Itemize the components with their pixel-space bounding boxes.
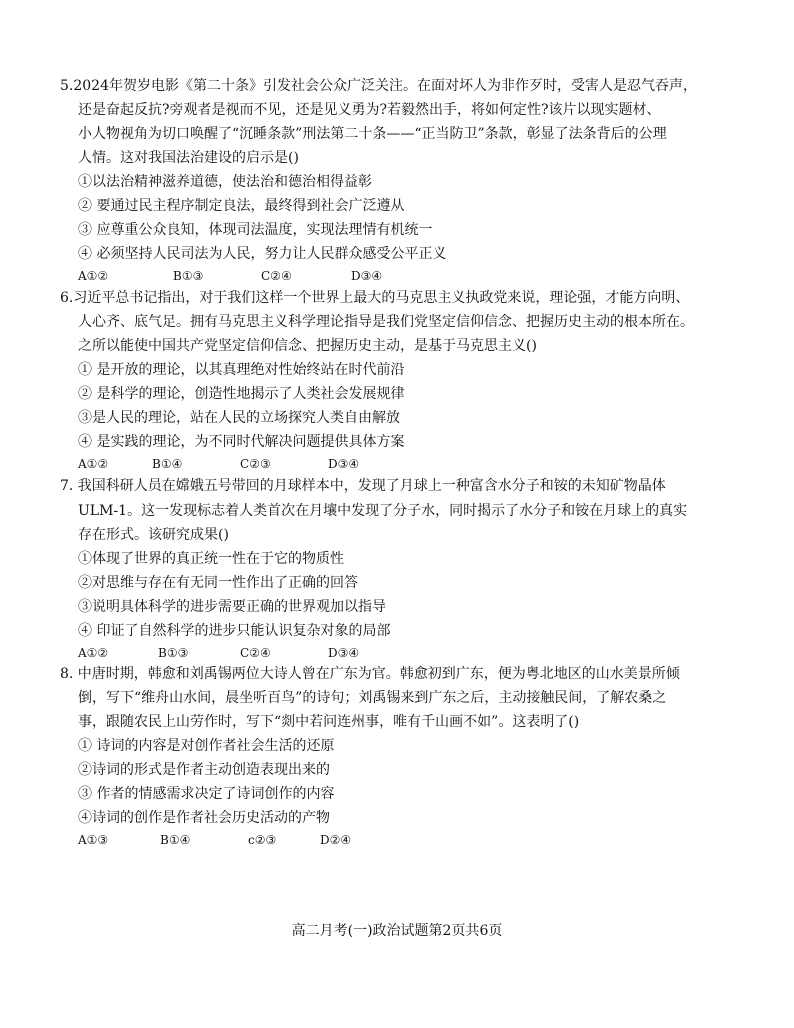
option-item: ④ 必须坚持人民司法为人民，努力让人民群众感受公平正义 <box>78 246 447 262</box>
question-stem-line: 小人物视角为切口唤醒了“沉睡条款”刑法第二十条——“正当防卫”条款，彰显了法条背后的公理 <box>78 126 667 142</box>
answer-choice-c: C②③ <box>240 457 271 471</box>
option-item: ②对思维与存在有无同一性作出了正确的回答 <box>78 575 358 591</box>
question-stem-line: 存在形式。该研究成果() <box>78 527 229 543</box>
option-item: ② 是科学的理论，创造性地揭示了人类社会发展规律 <box>78 386 405 402</box>
answer-choices <box>78 266 382 286</box>
answer-choice-d: D③④ <box>328 646 360 660</box>
answer-choice-a: A①③ <box>78 833 109 847</box>
answer-choices <box>78 454 359 474</box>
question-stem-line: ULM-1。这一发现标志着人类首次在月壤中发现了分子水，同时揭示了水分子和铵在月球上的真实 <box>78 503 688 519</box>
answer-choice-d: D③④ <box>351 269 383 283</box>
answer-choice-b: B①③ <box>158 646 189 660</box>
answer-choices <box>78 830 351 850</box>
option-item: ③是人民的理论，站在人民的立场探究人类自由解放 <box>78 410 400 426</box>
option-item: ① 诗词的内容是对创作者社会生活的还原 <box>78 738 335 754</box>
question-stem-line: 人情。这对我国法治建设的启示是() <box>78 150 299 166</box>
answer-choices <box>78 643 359 663</box>
option-item: ① 是开放的理论，以其真理绝对性始终站在时代前沿 <box>78 362 405 378</box>
question-stem-line: 8. 中唐时期，韩愈和刘禹锡两位大诗人曾在广东为官。韩愈初到广东，便为粤北地区的山水美景所倾 <box>60 666 680 682</box>
question-stem-line: 之所以能使中国共产党坚定信仰信念、把握历史主动，是基于马克思主义() <box>78 338 537 354</box>
answer-choice-c: C②④ <box>261 269 292 283</box>
option-item: ①体现了世界的真正统一性在于它的物质性 <box>78 551 344 567</box>
question-stem-line: 倒，写下“维舟山水间，晨坐听百鸟”的诗句；刘禹锡来到广东之后，主动接触民间，了解农桑之 <box>78 690 667 706</box>
question-stem-line: 还是奋起反抗?旁观者是视而不见，还是见义勇为?若毅然出手，将如何定性?该片以现实题材、 <box>78 102 661 118</box>
answer-choice-a: A①② <box>78 269 109 283</box>
question-stem-line: 6.习近平总书记指出，对于我们这样一个世界上最大的马克思主义执政党来说，理论强，才能方向明、 <box>60 290 690 306</box>
answer-choice-c: c②③ <box>248 833 277 847</box>
answer-choice-d: D③④ <box>328 457 360 471</box>
answer-choice-c: C②④ <box>240 646 271 660</box>
page-footer: 高二月考(一)政治试题第2页共6页 <box>291 923 503 939</box>
answer-choice-b: B①③ <box>173 269 204 283</box>
question-stem-line: 人心齐、底气足。拥有马克思主义科学理论指导是我们党坚定信仰信念、把握历史主动的根本所在。 <box>78 314 694 330</box>
option-item: ④ 是实践的理论，为不同时代解决问题提供具体方案 <box>78 434 405 450</box>
option-item: ③说明具体科学的进步需要正确的世界观加以指导 <box>78 599 386 615</box>
option-item: ④诗词的创作是作者社会历史活动的产物 <box>78 810 330 826</box>
option-item: ②诗词的形式是作者主动创造表现出来的 <box>78 762 330 778</box>
answer-choice-b: B①④ <box>152 457 183 471</box>
option-item: ④ 印证了自然科学的进步只能认识复杂对象的局部 <box>78 623 391 639</box>
answer-choice-a: A①② <box>78 646 109 660</box>
question-stem-line: 事，跟随农民上山劳作时，写下“剡中若问连州事，唯有千山画不如”。这表明了() <box>78 714 580 730</box>
question-stem-line: 5.2024年贺岁电影《第二十条》引发社会公众广泛关注。在面对坏人为非作歹时，受害人是忍气吞声， <box>60 78 697 94</box>
option-item: ①以法治精神滋养道德，使法治和德治相得益彰 <box>78 174 372 190</box>
option-item: ③ 作者的情感需求决定了诗词创作的内容 <box>78 786 335 802</box>
question-stem-line: 7. 我国科研人员在嫦娥五号带回的月球样本中，发现了月球上一种富含水分子和铵的未知矿物晶体 <box>60 478 666 494</box>
option-item: ③ 应尊重公众良知，体现司法温度，实现法理情有机统一 <box>78 222 433 238</box>
answer-choice-b: B①④ <box>160 833 191 847</box>
answer-choice-d: D②④ <box>320 833 352 847</box>
option-item: ② 要通过民主程序制定良法，最终得到社会广泛遵从 <box>78 198 405 214</box>
answer-choice-a: A①② <box>78 457 109 471</box>
